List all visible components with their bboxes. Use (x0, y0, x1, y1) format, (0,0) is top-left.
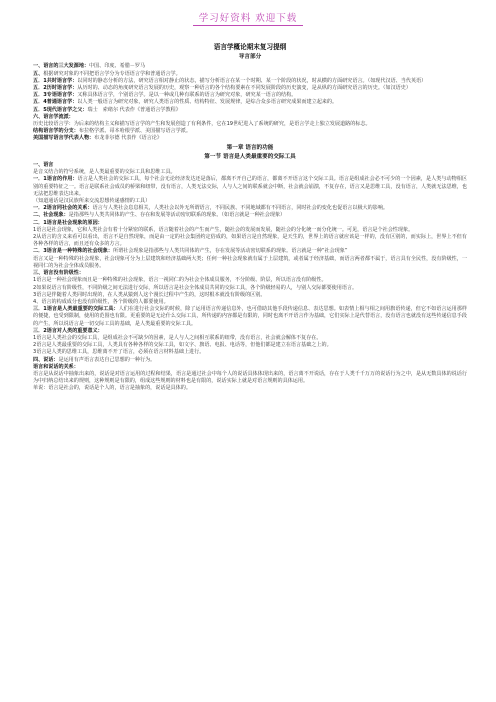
paragraph-lead: 一．1语言的作用： (33, 176, 78, 183)
paragraph-text: 2如果说语言有阶级性，不同阶级之间无法进行交际，所以语言是社会全体成员共同的交际工具，各个阶级轻易的人，与别人交际都要使用语言。 (33, 284, 358, 291)
paragraph (33, 71, 467, 78)
paragraph-lead: 三、语言没有阶级性： (33, 270, 84, 277)
doc-subtitle: 导言部分 (238, 54, 262, 61)
paragraph-text: 1语言是一种社会现象而且是一种特殊的社会现象，语言一视同仁的为社会全体成员服务，不分阶级、阶层，所以语言没有阶级性。 (33, 277, 327, 284)
section-title: 第一节 语言是人类最重要的交际工具 (204, 153, 296, 160)
paragraph-text: 2从语言的含义来看可以看出，语言不是自然现象，而是由一定的社会集团约定俗成的，如果语言是自然现象，是天生的，世界上的语言就应该是一样的，没有区别的，而实际上，世界上不但有各种各样的语言，而且还有众多的方言。 (33, 234, 467, 248)
paragraph-text: 所谓社会现象是指那些与人类共同体的产生，存在发展等活动密切联系的现象。语言就是一种“社会现象” (112, 248, 348, 255)
paragraph-lead: 四、说话： (33, 356, 59, 363)
paragraph (33, 385, 467, 392)
paragraph-text: 语言是人类社会的交际工具，每个社会无论经济发达还是落后，都离不开自己的语言，都离不开语言这个交际工具。语言是组成社会必不可少的一个因素，是人类与动物相区别的重要特征之一。语言是联系社会成员的桥梁和纽带，没有语言，人类无法交际，人与人之间的联系就会中断，社会就会崩溃，不复存在，语言又是思维工具，没有语言，人类就无法思维，也无法把思维表达出来。 (33, 176, 467, 197)
paragraph-lead: 三．2语言对人类的重要意义： (33, 327, 103, 334)
paragraph-text: 根据研究对象的不同把语言学分为专语语言学和普通语言学。 (43, 70, 181, 77)
paragraph-text: 1语言是人类社会的交际工具，是组成社会不可缺少的因素，是人与人之间相互联系的纽带，没有语言，社会就会解体不复存在。 (33, 334, 322, 341)
paragraph-text: 布拉格学派、哥本哈根学派、美国描写语言学派。 (78, 128, 191, 135)
paragraph-text: 2语言是人类最重要的交际工具，人类具有各种各样的交际工具，如文字、旗语、电报、电话等，但他们都是建立在语言基础之上的。 (33, 342, 332, 349)
paragraph (33, 256, 467, 270)
paragraph-text: 又称具体语言学，个别语言学。是以一种或几种有联系的语言为研究对象，研究某一语言的结构。 (77, 92, 297, 99)
paragraph (33, 285, 467, 292)
paragraph-lead: 五．5现代语言学之父： (33, 106, 88, 113)
paragraph-text: 历史比较语言学：为后来的结构主义和描写语言学的产生和发展创造了有利条件，它在19世纪进入了系统的研究，是语言学走上独立发展道路的标志。 (33, 121, 371, 128)
paragraph (33, 220, 467, 227)
paragraph-text: 单说：语言是社会的，说话是个人的，语言是抽象的，说话是具体的。 (33, 385, 191, 392)
paragraph (33, 277, 467, 284)
chapter-title: 第一章 语言的功能 (226, 144, 274, 151)
paragraph (33, 349, 467, 356)
paragraph (33, 364, 467, 371)
paragraph (33, 135, 467, 142)
paragraph-text: 从历时的、动态的角度研究语言发展的历史，观察一种语言的各个结构要素在不同发展阶段的历史演变，是从纵的方面研究语言的历史。（如汉语史） (77, 85, 411, 92)
paragraph (33, 78, 467, 85)
paragraph (33, 114, 467, 121)
paragraph-text: 是运用有声语言表达自己思想的一种行为。 (58, 356, 156, 363)
paragraph-lead: 二．3语言是一种特殊的社会现象： (33, 248, 113, 255)
paragraph-lead: 二．1语言是社会现象的原因： (33, 219, 103, 226)
paragraph-text: 是指那些与人类共同体的产生、存在和发展等活动密切联系的现象。（如语言就是一种社会现象） (68, 212, 286, 219)
paragraph (33, 63, 467, 70)
paragraph-lead: 三．1语言是人类最重要的交际工具： (33, 306, 119, 313)
paragraph-text: 中国、印度、希腊－罗马 (89, 63, 146, 70)
page-header (0, 10, 496, 26)
paragraph-lead: 一、语言 (33, 162, 54, 169)
paragraph-text: 布龙菲尔德 代表作《语言论》 (94, 135, 162, 142)
paragraph-text: 1语言是社会现象，它和人类社会有着十分紧密的联系，语言随着社会的产生而产生，随社会的发展而发展，随社会的分化统一而分化统一。可见，语言是个社会性现象。 (33, 226, 414, 233)
paragraph (33, 328, 467, 335)
paragraph-text: 人们在进行社会交际的时候，除了运用语言传递信息外，也可借助其他手段传递信息、表达思想。如表情上相与相之间用旗语传递，但它不如语言运用那样的便捷，也受到限制，使用的范围也有限。更重要的是无论什么交际工具，所传递的内容都是有限的，同时也离不开语言作为基础，它们实际上是代替语言，没有语言也就没有这些传递信息手段的产生，所以说语言是一切交际工具的基础，是人类最重要的交际工具。 (33, 306, 468, 327)
paragraph-lead: 五．2历时语言学： (33, 85, 78, 92)
paragraph-text: 语言是从说话中抽象出来的，说话是对语言运用的过程和结果，语言是通过社会中每个人的说话具体体现出来的，语言离不开说话，存在于人类千千万万的说话行为之中，是从无数具体的说话行为中归纳总结出来的规则，这种规则是有限的，组成这些规则的材料也是有限的，说话实际上就是对语言规则的具体运用。 (33, 370, 467, 385)
paragraph-text: 以人类一般语言为研究对象，研究人类语言的性质、结构特征、发展规律，是综合众多语言研究成果而建立起来的。 (77, 99, 338, 106)
paragraph-lead: 五．4普通语言学： (33, 99, 78, 106)
paragraph-text: 3语言是伴随着人类同时出现的，在人类从猿到人这个漫长过程中产生的，这时根本就没有阶级的区别。 (33, 291, 266, 298)
paragraph (33, 176, 467, 198)
paragraph-lead: 一、语言的三大发源地： (33, 63, 90, 70)
paragraph-text: 4、语言的构成成分也没有阶级性，各个阶级的人都要使用。 (33, 298, 169, 305)
paragraph-lead: 美国描写语言学代表人物： (33, 135, 95, 142)
body-section (33, 162, 467, 393)
paragraph-lead: 二、社会现象： (33, 212, 69, 219)
paragraph-text: 3语言是人类的思维工具，思维离不开了语言，必须在语言材料基础上进行。 (33, 349, 205, 356)
paragraph (33, 292, 467, 299)
paragraph (33, 306, 467, 328)
paragraph (33, 371, 467, 385)
paragraph-text: 语言又是一种特殊的社会现象，社会现象可分为上层建筑和经济基础两大类；任何一种社会现象就有属于上层建筑，或者属于经济基础，而语言两者都不属于，语言具有全民性，没有阶级性，一视同仁的为社会全体成员服务。 (33, 255, 467, 269)
paragraph-text: 是音义结合的符号系统，是人类最重要的交际工具和思维工具。 (33, 169, 176, 176)
paragraph-lead: 结构语言学的分支： (33, 128, 79, 135)
paragraph-text: 瑞士 索绪尔 代表作《普通语言学教程》 (87, 106, 181, 113)
paragraph-lead: 五、 (33, 70, 44, 77)
paragraph-lead: 六、语言学流派： (33, 113, 74, 120)
header-text: 学习好资料 欢迎下载 (193, 10, 304, 26)
paragraph (33, 357, 467, 364)
paragraph-text: 语言与人类社会息息相关，人类社会以外无所谓语言，不同民族、不同地域都有不同语言，同时社会的变化也促语言以极大的影响。 (92, 205, 389, 212)
paragraph-lead: 一．2语言同社会的关系： (33, 205, 93, 212)
paragraph-text: 以同时的静态分析的方法，研究语言相对静止的状态，描写分析语言在某一个时期、某一个阶段的状况，时从横的方面研究语言。（如现代汉语、当代英语） (77, 77, 427, 84)
paragraph-lead: 五．3专语语言学： (33, 92, 78, 99)
paragraph-text: （知道通话是汉民族所来交流思想传递感情的工具） (33, 198, 151, 205)
doc-title: 语言学概论期末复习提纲 (213, 43, 287, 51)
paragraph (33, 227, 467, 234)
paragraph (33, 99, 467, 106)
paragraph (33, 234, 467, 248)
intro-section (33, 63, 467, 142)
paragraph (33, 248, 467, 255)
paragraph (33, 212, 467, 219)
paragraph-lead: 语言和说话的关系： (33, 363, 79, 370)
paragraph-lead: 五．1共时语言学： (33, 77, 78, 84)
paragraph (33, 107, 467, 114)
document-page (33, 44, 467, 393)
